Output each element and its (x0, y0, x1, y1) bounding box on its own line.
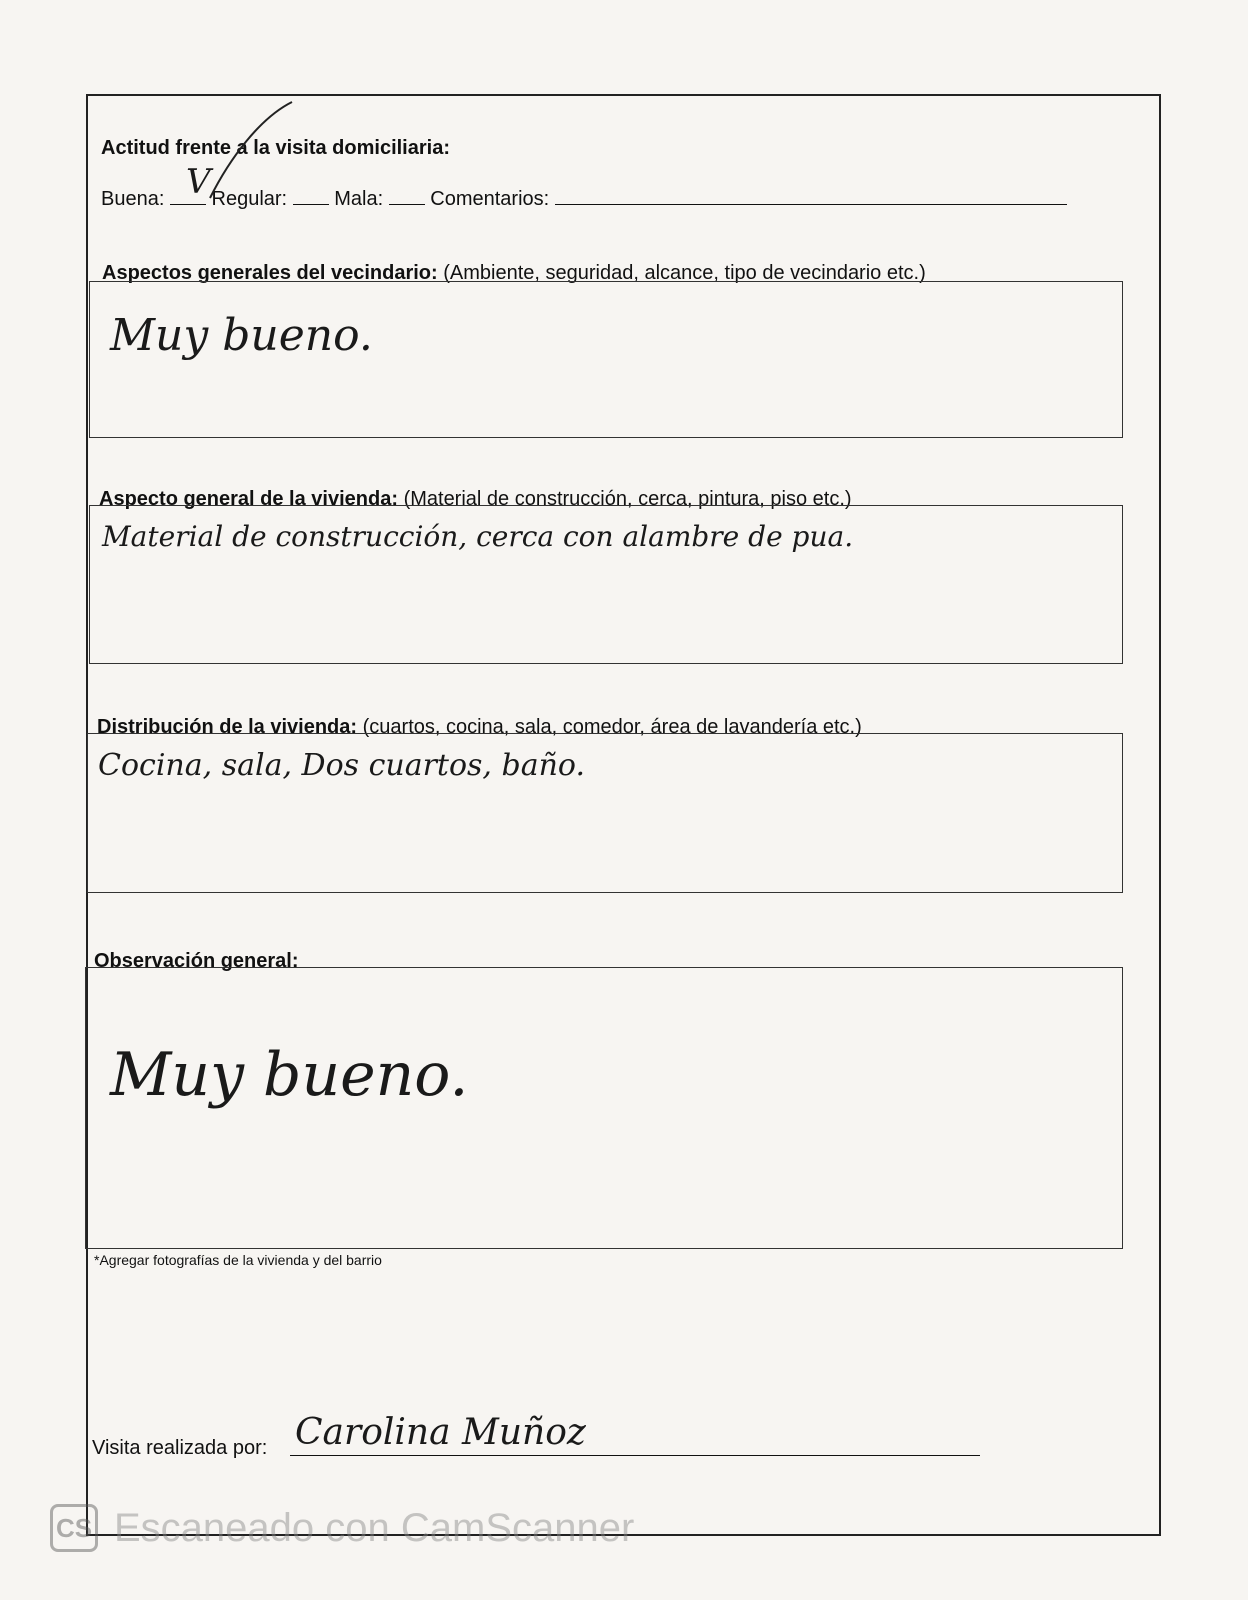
mala-label: Mala: (334, 188, 384, 210)
distribution-answer: Cocina, sala, Dos cuartos, baño. (98, 748, 585, 783)
distribution-hint: (cuartos, cocina, sala, comedor, área de lavandería etc.) (362, 716, 862, 738)
mala-blank[interactable] (389, 186, 425, 205)
watermark-text: Escaneado con CamScanner (114, 1505, 635, 1550)
housing-answer: Material de construcción, cerca con alambre de pua. (102, 520, 854, 553)
attitude-heading: Actitud frente a la visita domiciliaria: (101, 137, 450, 159)
neighborhood-answer: Muy bueno. (110, 310, 373, 361)
comentarios-blank[interactable] (555, 186, 1067, 205)
signature-line (290, 1455, 980, 1456)
camscanner-logo-icon: CS (50, 1504, 98, 1552)
housing-hint: (Material de construcción, cerca, pintura, piso etc.) (403, 488, 852, 510)
photo-footnote: *Agregar fotografías de la vivienda y del barrio (94, 1252, 382, 1268)
camscanner-watermark (50, 1502, 634, 1554)
distribution-title: Distribución de la vivienda: (97, 716, 358, 738)
signature-name: Carolina Muñoz (295, 1412, 586, 1453)
neighborhood-title: Aspectos generales del vecindario: (102, 262, 438, 284)
housing-title: Aspecto general de la vivienda: (99, 488, 398, 510)
check-stroke-icon (200, 98, 300, 208)
buena-check-mark: V (186, 162, 211, 202)
comentarios-label: Comentarios: (430, 188, 550, 210)
buena-label: Buena: (101, 188, 165, 210)
signature-label: Visita realizada por: (92, 1437, 268, 1459)
observation-answer: Muy bueno. (110, 1040, 469, 1110)
neighborhood-hint: (Ambiente, seguridad, alcance, tipo de vecindario etc.) (443, 262, 926, 284)
observation-title: Observación general: (94, 950, 299, 972)
regular-label: Regular: (211, 188, 288, 210)
